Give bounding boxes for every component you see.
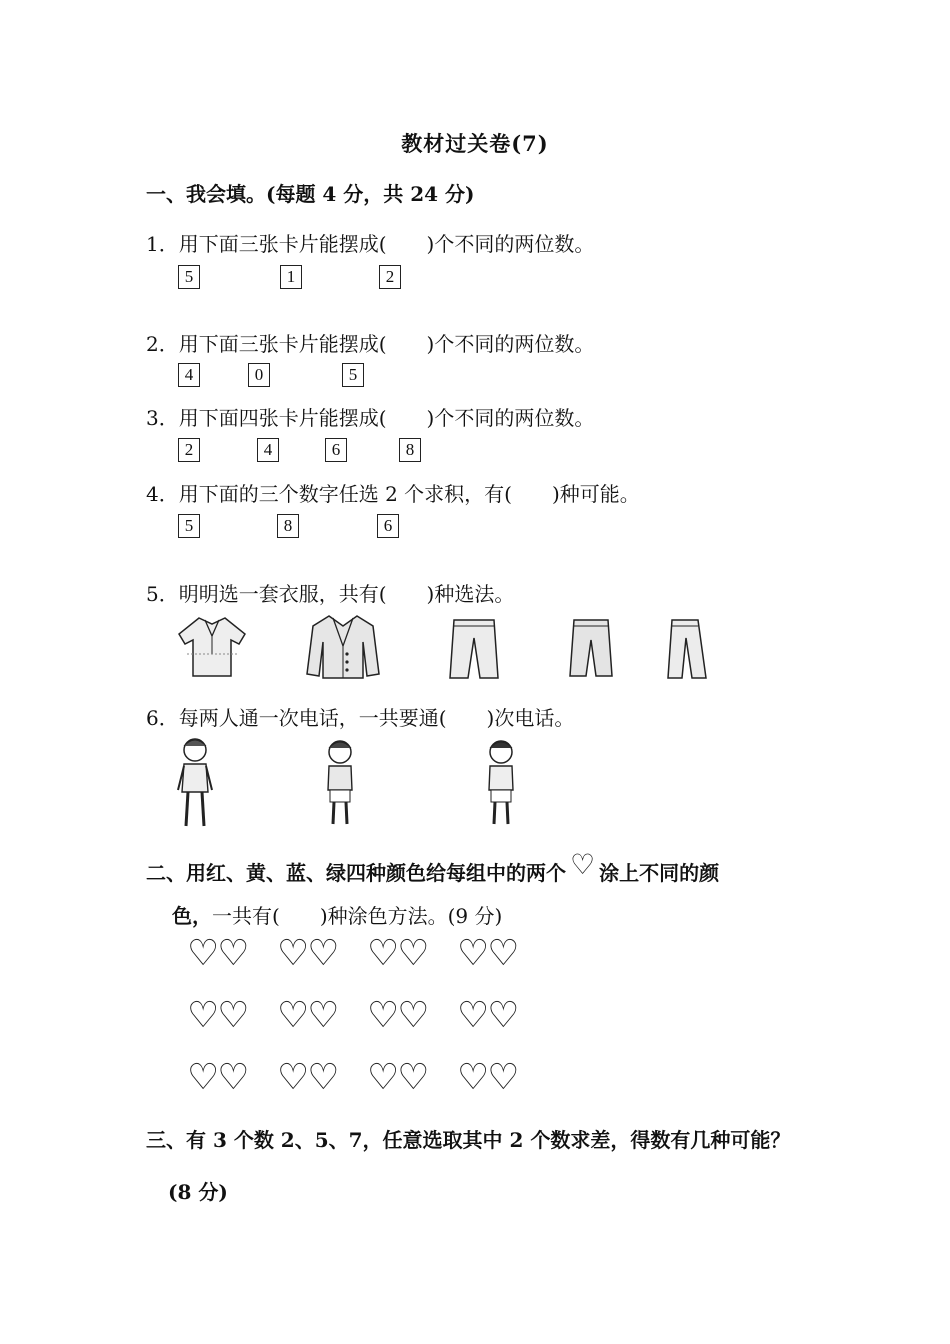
child-illustration [478,738,524,830]
heart-pair[interactable]: ♡♡ [457,1057,518,1098]
question-2 [146,328,594,357]
section3-line2: (8 分) [168,1180,228,1204]
child-illustration [318,738,362,830]
number-card: 4 [257,438,279,462]
trousers-illustration [664,616,710,682]
section2-text-bold: 色， [172,904,212,928]
heart-pair[interactable]: ♡♡ [277,1057,338,1098]
heart-pair[interactable]: ♡♡ [187,933,248,974]
heart-pair[interactable]: ♡♡ [277,995,338,1036]
number-card: 1 [280,265,302,289]
question-2-text-end: )个不同的两位数。 [426,332,595,356]
jacket-illustration [303,612,383,680]
number-card: 8 [277,514,299,538]
number-card: 4 [178,363,200,387]
section1-heading: 一、我会填。(每题 4 分，共 24 分) [146,182,475,206]
number-card: 6 [377,514,399,538]
question-1 [146,228,594,257]
question-2-text: 2．用下面三张卡片能摆成( [146,332,387,356]
section2-line1 [146,848,719,886]
question-3-text: 3．用下面四张卡片能摆成( [146,406,387,430]
heart-pair[interactable]: ♡♡ [457,933,518,974]
page-title: 教材过关卷(7) [401,131,549,156]
section2-text-end: 涂上不同的颜 [599,861,720,885]
shirt-illustration [175,614,249,680]
number-card: 5 [178,514,200,538]
heart-icon: ♡ [570,848,596,881]
heart-pair[interactable]: ♡♡ [367,995,428,1036]
number-card: 5 [342,363,364,387]
question-4-text: 4．用下面的三个数字任选 2 个求积，有( [146,482,512,506]
heart-pair[interactable]: ♡♡ [367,933,428,974]
number-card: 6 [325,438,347,462]
section2-text: 一共有( [212,904,280,928]
number-card: 2 [178,438,200,462]
question-1-text-end: )个不同的两位数。 [426,232,595,256]
number-card: 0 [248,363,270,387]
number-card: 2 [379,265,401,289]
child-illustration [172,736,218,832]
question-4 [146,478,640,507]
question-3-text-end: )个不同的两位数。 [426,406,595,430]
number-card: 5 [178,265,200,289]
section2-text: 二、用红、黄、蓝、绿四种颜色给每组中的两个 [146,861,566,885]
section2-text-end: )种涂色方法。(9 分) [319,904,503,928]
heart-pair[interactable]: ♡♡ [457,995,518,1036]
pants-illustration [446,616,502,682]
heart-pair[interactable]: ♡♡ [187,995,248,1036]
section2-line2 [172,900,502,929]
question-1-text: 1．用下面三张卡片能摆成( [146,232,387,256]
question-5-text: 5．明明选一套衣服，共有( [146,582,387,606]
question-3 [146,402,594,431]
question-5-text-end: )种选法。 [426,582,515,606]
shorts-pants-illustration [566,616,616,682]
question-4-text-end: )种可能。 [551,482,640,506]
number-card: 8 [399,438,421,462]
question-6-text-end: )次电话。 [486,706,575,730]
question-6 [146,702,574,731]
heart-pair[interactable]: ♡♡ [187,1057,248,1098]
heart-pair[interactable]: ♡♡ [367,1057,428,1098]
heart-pair[interactable]: ♡♡ [277,933,338,974]
question-6-text: 6．每两人通一次电话，一共要通( [146,706,447,730]
section3-line1: 三、有 3 个数 2、5、7，任意选取其中 2 个数求差，得数有几种可能？ [146,1128,791,1152]
question-5 [146,578,514,607]
